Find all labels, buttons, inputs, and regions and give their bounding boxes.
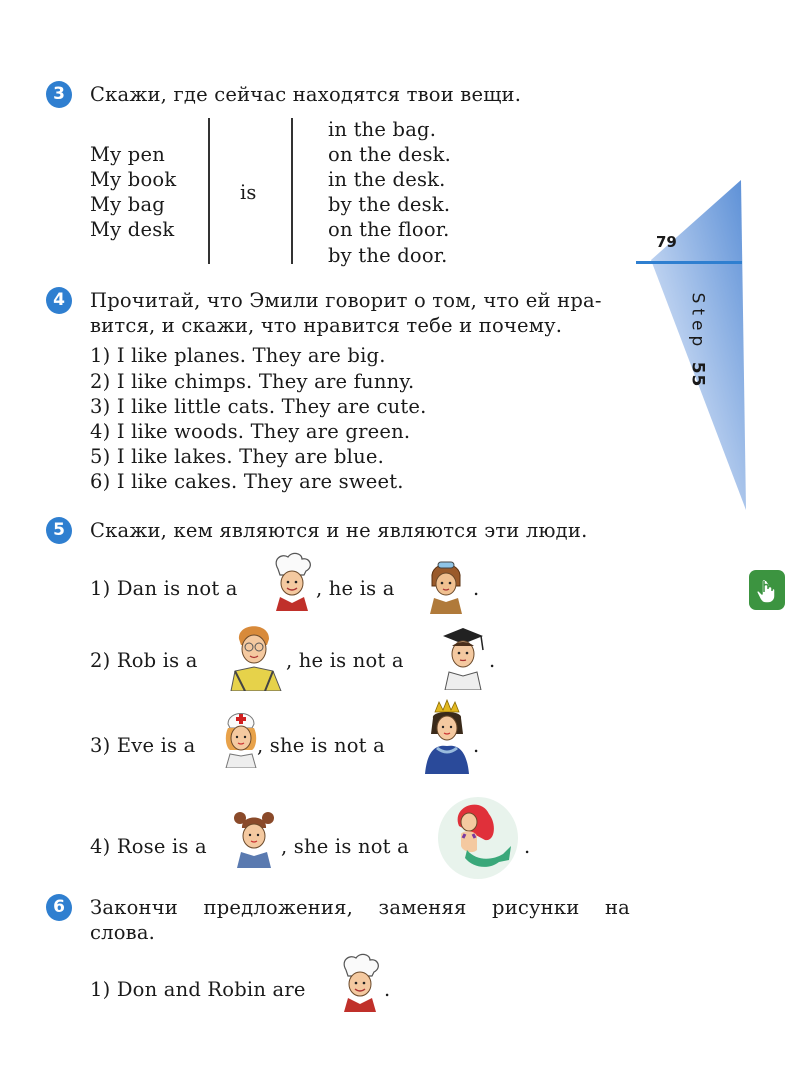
graduate-picture bbox=[437, 624, 489, 690]
ex3-subject-3: My bag bbox=[90, 193, 165, 216]
ex5-item-2-part-b: , he is not a bbox=[286, 649, 404, 672]
ex4-item-5: 5) I like lakes. They are blue. bbox=[90, 445, 384, 468]
chef-boy-picture bbox=[268, 551, 316, 611]
ex6-item-1-part-b: . bbox=[384, 978, 391, 1001]
ex5-item-1-part-c: . bbox=[473, 577, 480, 600]
ex3-subject-4: My desk bbox=[90, 218, 175, 241]
exercise-6-instruction-line-1: Закончи предложения, заменяя рисунки на bbox=[90, 896, 630, 919]
margin-wedge-decoration bbox=[626, 180, 797, 510]
table-divider-left bbox=[208, 118, 210, 264]
exercise-3-badge: 3 bbox=[46, 81, 72, 108]
exercise-4-instruction-line-2: вится, и скажи, что нравится тебе и почему. bbox=[90, 314, 563, 337]
ex6-item-1-part-a: 1) Don and Robin are bbox=[90, 978, 306, 1001]
ex3-place-2: on the desk. bbox=[328, 143, 452, 166]
student-boy-picture bbox=[225, 617, 285, 691]
ex5-item-2-part-c: . bbox=[489, 649, 496, 672]
chef-picture bbox=[336, 952, 384, 1012]
exercise-6-badge: 6 bbox=[46, 894, 72, 921]
page-number: 79 bbox=[656, 233, 677, 251]
ex4-item-1: 1) I like planes. They are big. bbox=[90, 344, 386, 367]
step-label bbox=[687, 293, 707, 388]
mermaid-picture bbox=[437, 796, 519, 880]
ex3-place-6: by the door. bbox=[328, 244, 448, 267]
touch-button[interactable] bbox=[749, 570, 785, 610]
ex5-item-4-part-b: , she is not a bbox=[281, 835, 409, 858]
ex3-place-5: on the floor. bbox=[328, 218, 450, 241]
ex4-item-3: 3) I like little cats. They are cute. bbox=[90, 395, 427, 418]
ex3-place-1: in the bag. bbox=[328, 118, 437, 141]
ex3-place-4: by the desk. bbox=[328, 193, 451, 216]
ex5-item-1-part-a: 1) Dan is not a bbox=[90, 577, 238, 600]
girl-picture bbox=[229, 806, 279, 868]
exercise-3-instruction: Скажи, где сейчас находятся твои вещи. bbox=[90, 83, 522, 106]
ex4-item-4: 4) I like woods. They are green. bbox=[90, 420, 411, 443]
ex5-item-3-part-c: . bbox=[473, 734, 480, 757]
ex5-item-2-part-a: 2) Rob is a bbox=[90, 649, 198, 672]
exercise-4-instruction-line-1: Прочитай, что Эмили говорит о том, что ей нра- bbox=[90, 289, 602, 312]
ex5-item-4-part-a: 4) Rose is a bbox=[90, 835, 207, 858]
ex3-subject-2: My book bbox=[90, 168, 177, 191]
ex5-item-1-part-b: , he is a bbox=[316, 577, 395, 600]
ex5-item-4-part-c: . bbox=[524, 835, 531, 858]
exercise-4-badge: 4 bbox=[46, 287, 72, 314]
step-word: Step bbox=[687, 292, 708, 352]
ex3-subject-1: My pen bbox=[90, 143, 165, 166]
ex4-item-2: 2) I like chimps. They are funny. bbox=[90, 370, 415, 393]
ex4-item-6: 6) I like cakes. They are sweet. bbox=[90, 470, 404, 493]
exercise-5-badge: 5 bbox=[46, 517, 72, 544]
queen-picture bbox=[421, 698, 473, 774]
hand-pointer-icon bbox=[749, 570, 785, 610]
ex3-verb: is bbox=[240, 181, 257, 204]
table-divider-right bbox=[291, 118, 293, 264]
exercise-6-instruction-line-2: слова. bbox=[90, 921, 156, 944]
ex3-place-3: in the desk. bbox=[328, 168, 446, 191]
page-number-rule bbox=[636, 261, 742, 264]
ex5-item-3-part-b: , she is not a bbox=[257, 734, 385, 757]
step-number: 55 bbox=[687, 361, 708, 388]
ex5-item-3-part-a: 3) Eve is a bbox=[90, 734, 196, 757]
exercise-5-instruction: Скажи, кем являются и не являются эти люди. bbox=[90, 519, 588, 542]
pilot-picture bbox=[422, 552, 470, 614]
